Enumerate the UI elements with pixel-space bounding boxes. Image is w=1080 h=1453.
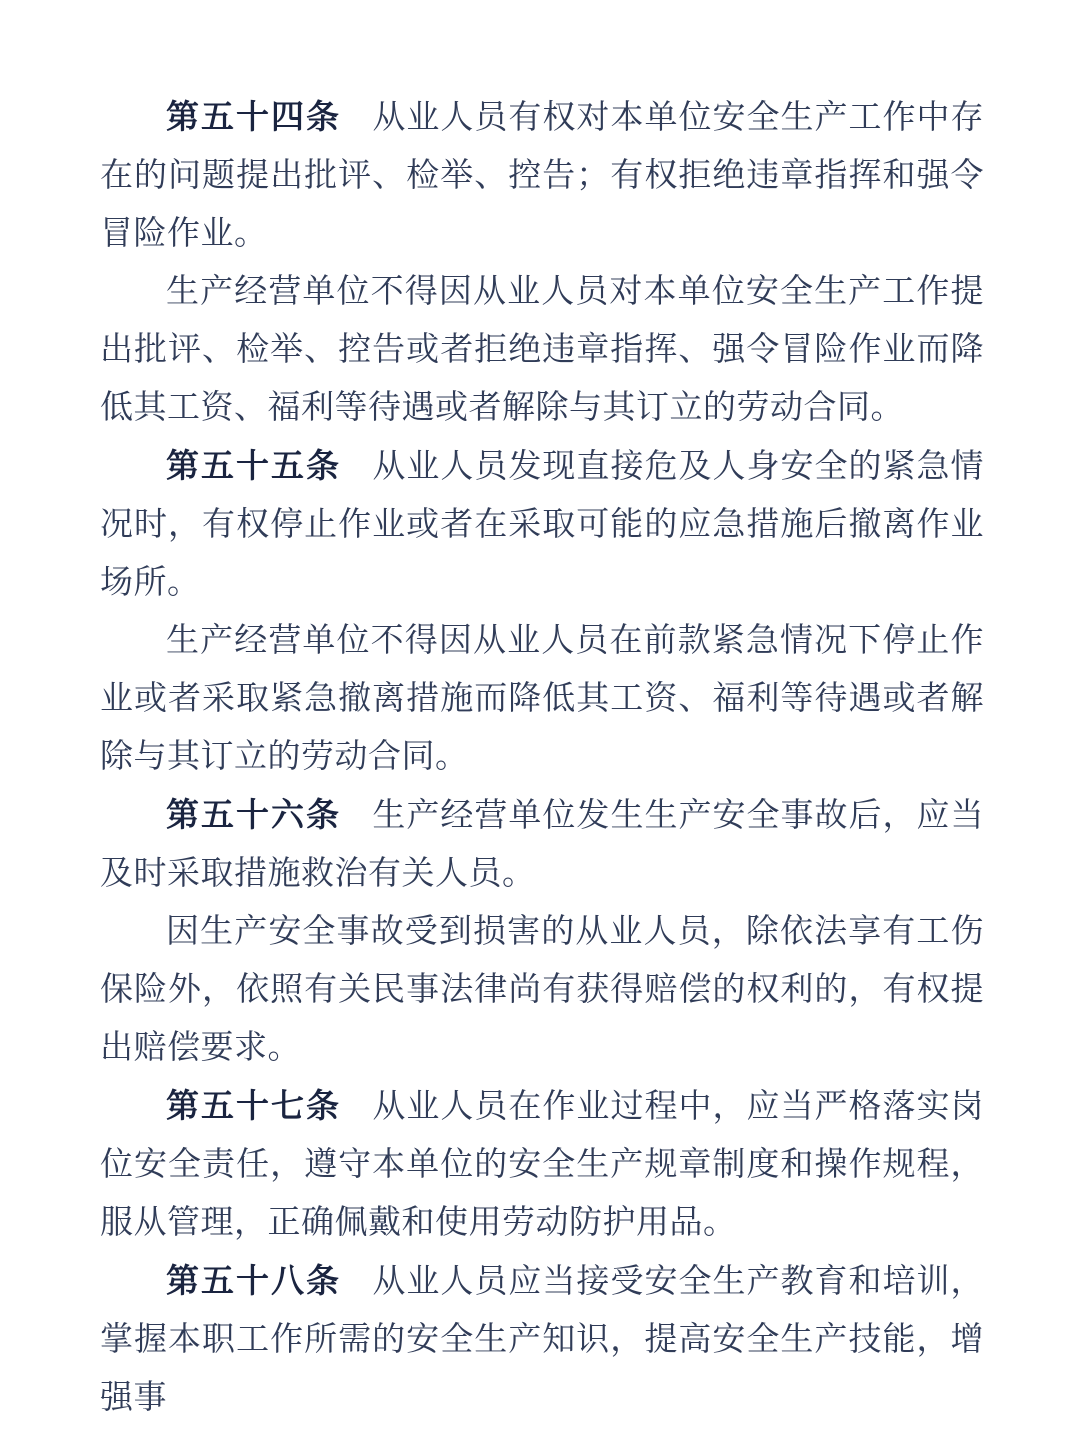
paragraph-text: 从业人员发现直接危及人身安全的紧急情况时，有权停止作业或者在采取可能的应急措施后撤离作业场所。 (100, 449, 985, 601)
body-paragraph (100, 612, 984, 786)
paragraph-text: 生产经营单位不得因从业人员在前款紧急情况下停止作业或者采取紧急撤离措施而降低其工资、福利等待遇或者解除与其订立的劳动合同。 (100, 623, 984, 775)
paragraph-text: 生产经营单位不得因从业人员对本单位安全生产工作提出批评、检举、控告或者拒绝违章指挥、强令冒险作业而降低其工资、福利等待遇或者解除与其订立的劳动合同。 (100, 274, 984, 426)
article-paragraph (100, 1077, 984, 1252)
body-paragraph (100, 263, 984, 437)
document-text-column (100, 88, 984, 1427)
paragraph-text: 从业人员应当接受安全生产教育和培训，掌握本职工作所需的安全生产知识，提高安全生产技能，增强事 (100, 1264, 985, 1416)
article-number: 第五十六条 (166, 796, 342, 833)
article-number: 第五十七条 (166, 1087, 342, 1124)
article-paragraph (100, 437, 984, 612)
article-number: 第五十四条 (166, 98, 342, 135)
article-number: 第五十八条 (166, 1262, 342, 1299)
paragraph-text: 因生产安全事故受到损害的从业人员，除依法享有工伤保险外，依照有关民事法律尚有获得赔偿的权利的，有权提出赔偿要求。 (100, 914, 984, 1066)
article-number: 第五十五条 (166, 447, 342, 484)
paragraph-text: 从业人员在作业过程中，应当严格落实岗位安全责任，遵守本单位的安全生产规章制度和操作规程，服从管理，正确佩戴和使用劳动防护用品。 (100, 1089, 985, 1241)
article-paragraph (100, 88, 984, 263)
article-paragraph (100, 786, 984, 903)
body-paragraph (100, 903, 984, 1077)
paragraph-text: 生产经营单位发生生产安全事故后，应当及时采取措施救治有关人员。 (100, 798, 985, 892)
article-paragraph (100, 1252, 984, 1427)
paragraph-text: 从业人员有权对本单位安全生产工作中存在的问题提出批评、检举、控告；有权拒绝违章指挥和强令冒险作业。 (100, 100, 985, 252)
